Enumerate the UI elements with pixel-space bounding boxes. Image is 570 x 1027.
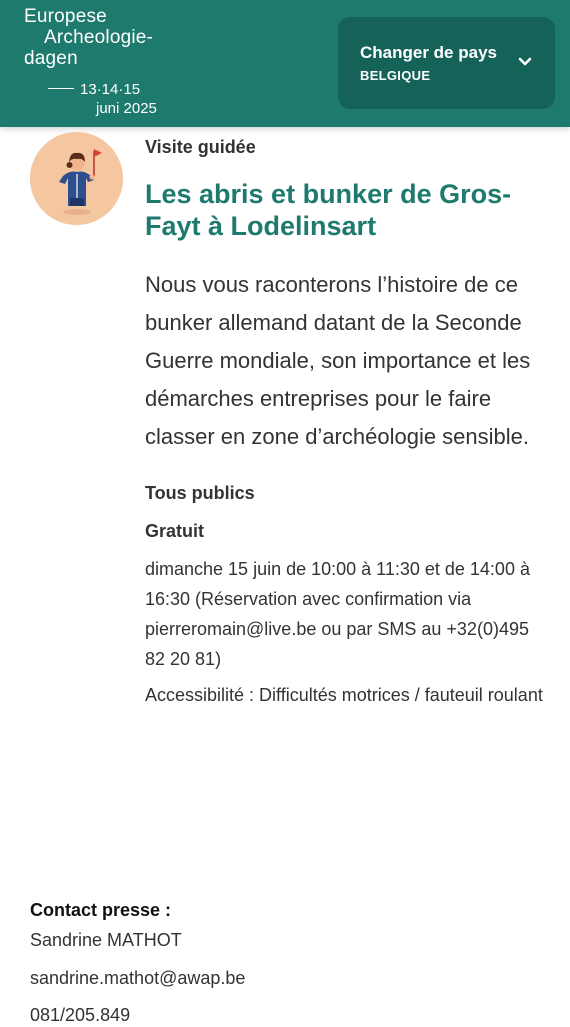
press-contact-phone[interactable]: 081/205.849: [30, 1005, 131, 1025]
press-contact-heading: Contact presse :: [30, 900, 172, 920]
site-header: [0, 0, 570, 127]
change-country-label: Changer de pays: [360, 43, 497, 62]
press-contact-email[interactable]: sandrine.mathot@awap.be: [30, 968, 246, 988]
guide-with-flag-icon: [30, 132, 123, 225]
event-type: Visite guidée: [145, 137, 256, 157]
event-details: [145, 134, 545, 710]
logo-line-1: Europese: [24, 6, 107, 27]
event-accessibility: Accessibilité : Difficultés motrices / fauteuil roulant: [145, 685, 543, 705]
event-schedule: dimanche 15 juin de 10:00 à 11:30 et de 14:00 à 16:30 (Réservation avec confirmation via pierreromain@live.be ou par SMS au +32(0)495 82 20 81): [145, 559, 530, 669]
event-title: Les abris et bunker de Gros-Fayt à Lodelinsart: [145, 179, 512, 241]
logo-dates: [48, 81, 140, 99]
press-contact-name: Sandrine MATHOT: [30, 930, 182, 950]
logo-dates-text: 13·14·15: [80, 81, 141, 98]
guide-avatar: [30, 132, 123, 225]
event-description: Nous vous raconterons l’histoire de ce bunker allemand datant de la Seconde Guerre mondiale, son importance et les démarches entreprises pour le faire classer en zone d’archéologie sensible.: [145, 272, 531, 449]
press-contact: [30, 898, 540, 1027]
logo-line-3: dagen: [24, 48, 78, 69]
logo-month: juni 2025: [96, 100, 157, 117]
event-price: Gratuit: [145, 521, 205, 541]
current-country-value: BELGIQUE: [360, 68, 431, 83]
logo-dash: [48, 88, 74, 89]
chevron-down-icon: [518, 57, 532, 67]
event-audience: Tous publics: [145, 483, 255, 503]
change-country-button[interactable]: [338, 17, 555, 109]
logo-line-2: Archeologie-: [44, 27, 154, 48]
